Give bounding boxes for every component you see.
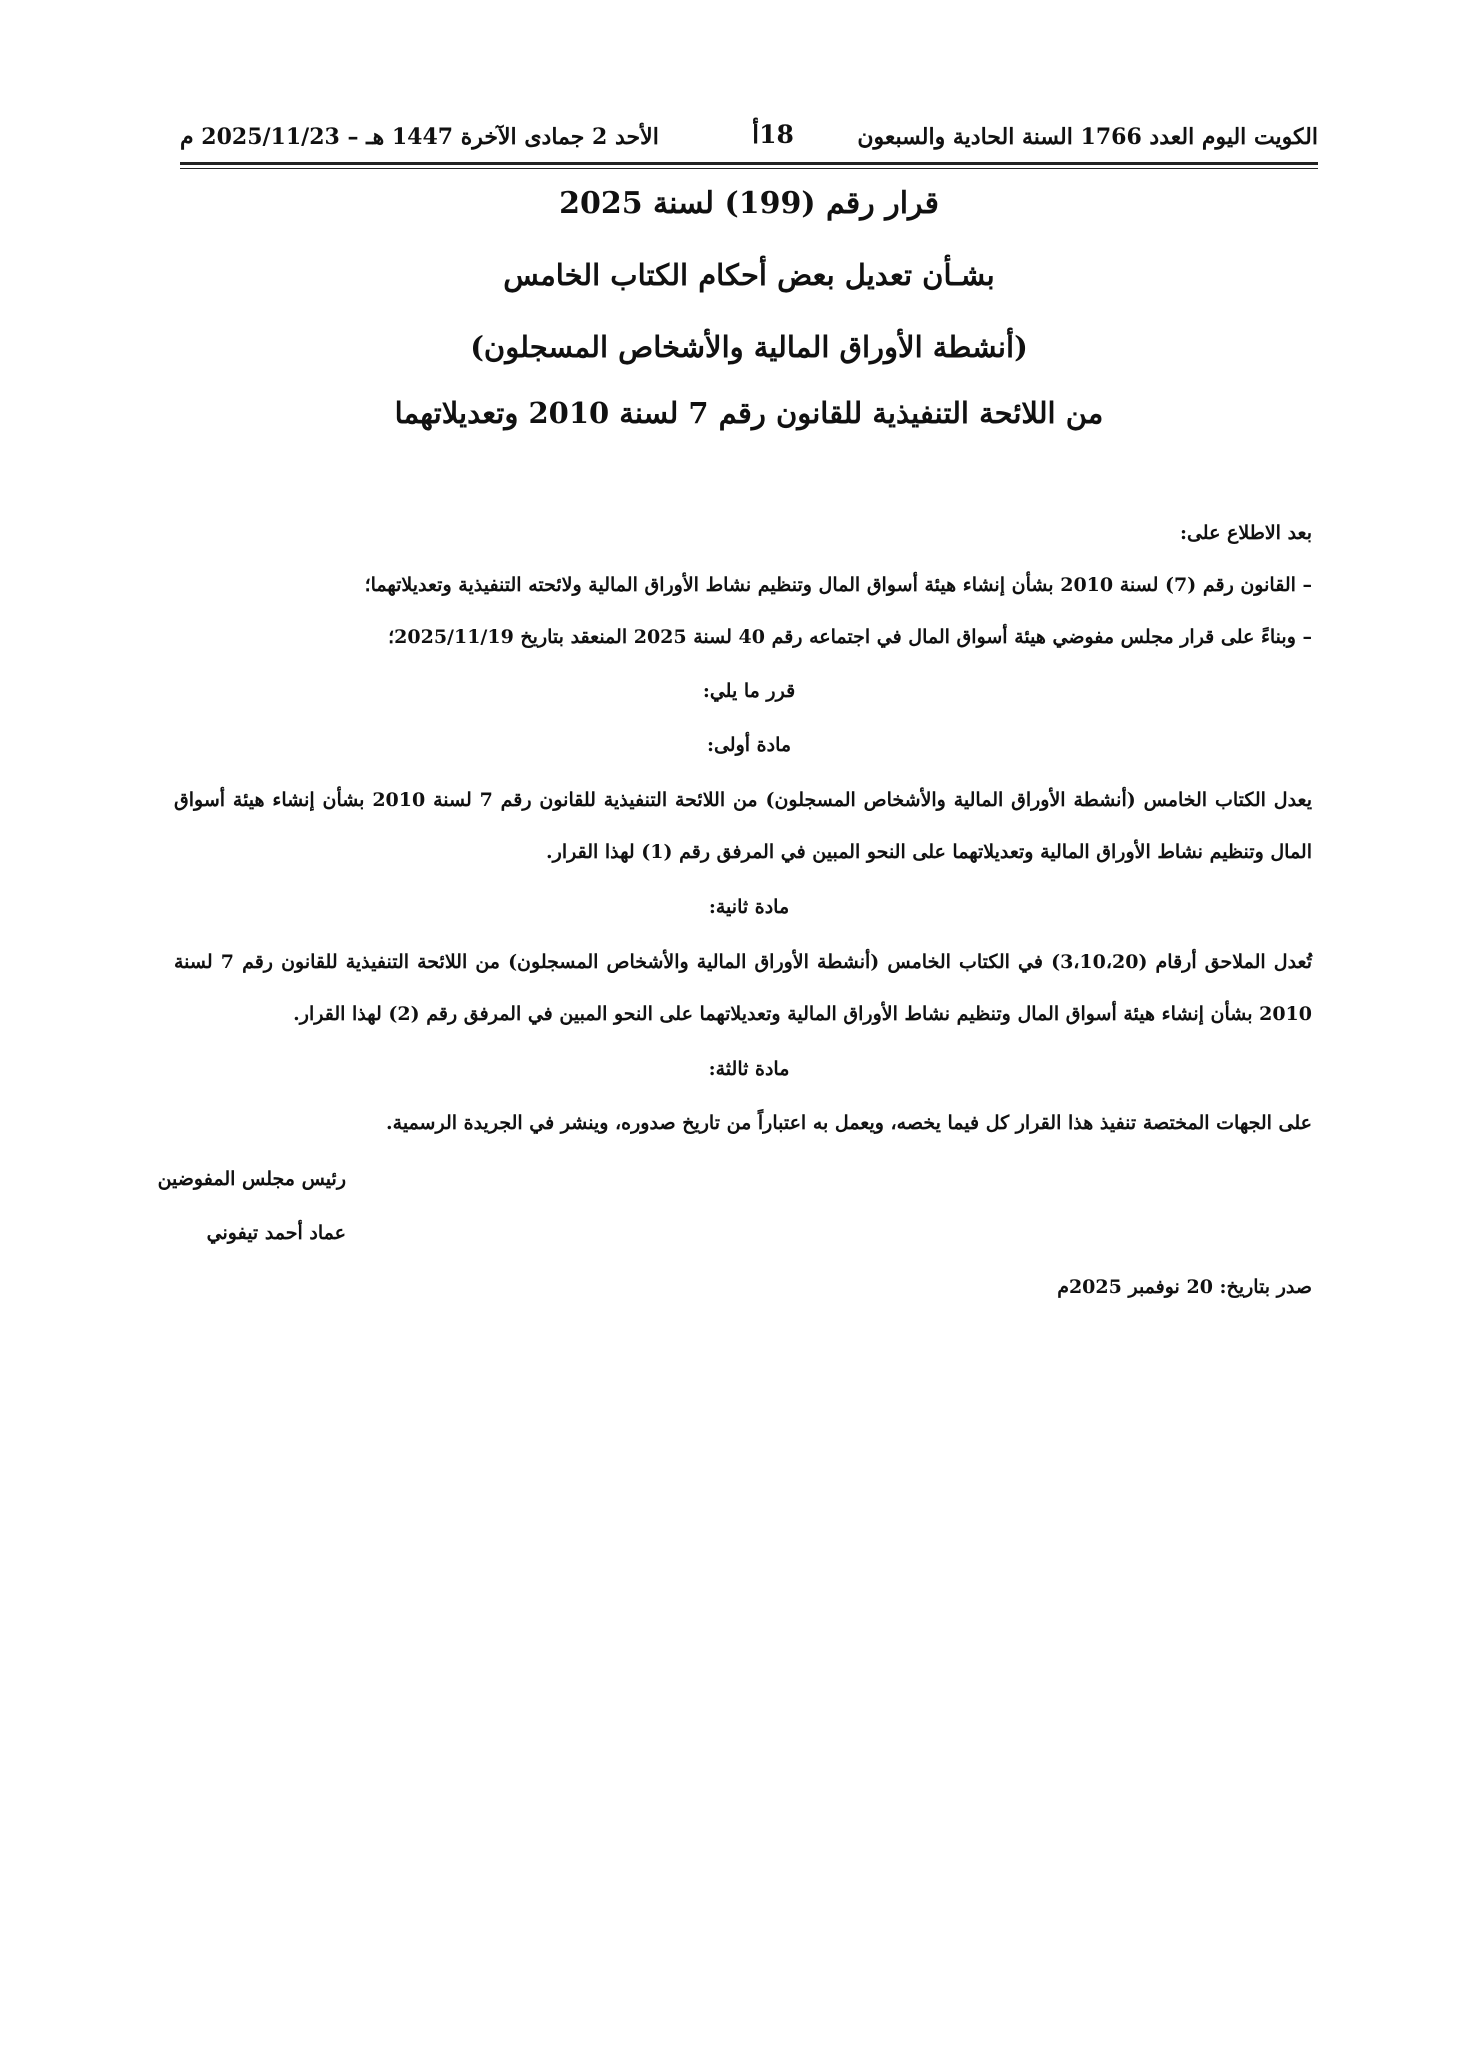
decided-heading: قرر ما يلي: bbox=[702, 680, 796, 702]
running-header bbox=[180, 118, 1318, 158]
article-3-heading: مادة ثالثة: bbox=[708, 1058, 790, 1080]
article-1-heading: مادة أولى: bbox=[706, 734, 792, 756]
signature-role: رئيس مجلس المفوضين bbox=[157, 1168, 346, 1190]
decision-title: قرار رقم (199) لسنة 2025 bbox=[559, 186, 939, 221]
preamble-intro: بعد الاطلاع على: bbox=[1179, 522, 1312, 544]
header-rule-thin bbox=[180, 168, 1318, 169]
header-date: الأحد 2 جمادى الآخرة 1447 هـ – 2025/11/23 م bbox=[180, 124, 659, 150]
decision-regulation: من اللائحة التنفيذية للقانون رقم 7 لسنة 2010 وتعديلاتهما bbox=[394, 396, 1104, 430]
article-2-heading: مادة ثانية: bbox=[708, 896, 790, 918]
article-3-text: على الجهات المختصة تنفيذ هذا القرار كل فيما يخصه، ويعمل به اعتباراً من تاريخ صدوره، وينشر في الجريدة الرسمية. bbox=[386, 1112, 1312, 1134]
article-2-text: تُعدل الملاحق أرقام (3،10،20) في الكتاب الخامس (أنشطة الأوراق المالية والأشخاص المسجلون) من اللائحة التنفيذية للقانون رقم 7 لسنة 2010 بشأن إنشاء هيئة أسواق المال وتنظيم نشاط الأوراق المالية وتعديلاتهما على النحو المبين في المرفق رقم (2) لهذا القرار. bbox=[174, 951, 1312, 1025]
decision-subject: بشـأن تعديل بعض أحكام الكتاب الخامس bbox=[503, 258, 995, 292]
article-1-text: يعدل الكتاب الخامس (أنشطة الأوراق المالية والأشخاص المسجلون) من اللائحة التنفيذية للقانون رقم 7 لسنة 2010 بشأن إنشاء هيئة أسواق المال وتنظيم نشاط الأوراق المالية وتعديلاتهما على النحو المبين في المرفق رقم (1) لهذا القرار. bbox=[174, 789, 1312, 863]
decision-book-name: (أنشطة الأوراق المالية والأشخاص المسجلون) bbox=[470, 330, 1028, 364]
preamble-item-law: – القانون رقم (7) لسنة 2010 بشأن إنشاء هيئة أسواق المال وتنظيم نشاط الأوراق المالية ولائحته التنفيذية وتعديلاتهما؛ bbox=[364, 574, 1312, 596]
header-page-number: 18أ bbox=[752, 120, 794, 149]
header-rule-thick bbox=[180, 162, 1318, 165]
issue-date: صدر بتاريخ: 20 نوفمبر 2025م bbox=[1057, 1276, 1312, 1298]
preamble-item-board: – وبناءً على قرار مجلس مفوضي هيئة أسواق المال في اجتماعه رقم 40 لسنة 2025 المنعقد بتاريخ 2025/11/19؛ bbox=[388, 626, 1312, 648]
signature-name: عماد أحمد تيفوني bbox=[206, 1222, 346, 1244]
header-gazette-issue: الكويت اليوم العدد 1766 السنة الحادية والسبعون bbox=[857, 124, 1318, 150]
